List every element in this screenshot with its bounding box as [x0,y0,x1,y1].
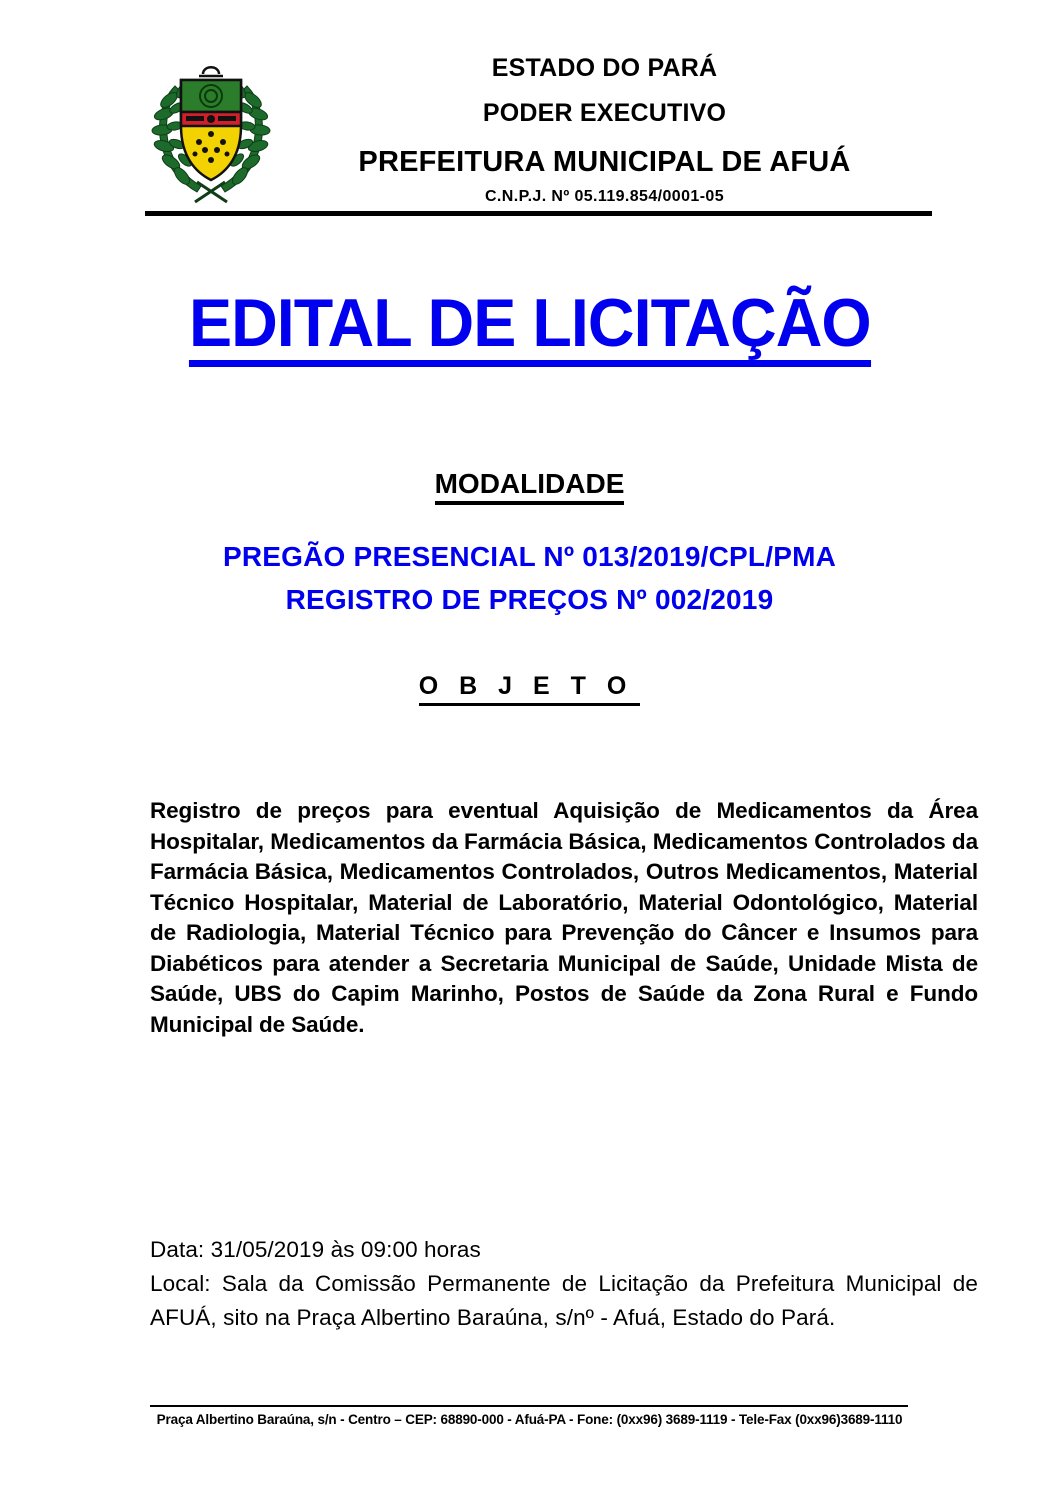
objeto-body-text: Registro de preços para eventual Aquisição de Medicamentos da Área Hospitalar, Medicamentos da Farmácia Básica, Medicamentos Controlados da Farmácia Básica, Medicamentos Controlados, Outros Medicamentos, Material Técnico Hospitalar, Material de Laboratório, Material Odontológico, Material de Radiologia, Material Técnico para Prevenção do Câncer e Insumos para Diabéticos para atender a Secretaria Municipal de Saúde, Unidade Mista de Saúde, UBS do Capim Marinho, Postos de Saúde da Zona Rural e Fundo Municipal de Saúde. [150,798,978,1037]
page-title-text: EDITAL DE LICITAÇÃO [189,288,871,367]
footer-divider [150,1405,908,1407]
header-divider [145,211,932,216]
page-title [0,285,1059,367]
header-line-prefeitura: PREFEITURA MUNICIPAL DE AFUÁ [358,146,851,178]
modalidade-heading-text: MODALIDADE [435,468,625,505]
document-header [145,50,932,208]
objeto-heading-text: O B J E T O [419,672,641,706]
session-date-line: Data: 31/05/2019 às 09:00 horas [150,1237,481,1262]
footer-address: Praça Albertino Baraúna, s/n - Centro – CEP: 68890-000 - Afuá-PA - Fone: (0xx96) 3689-1119 - Tele-Fax (0xx96)3689-1110 [156,1412,903,1427]
header-text-block [277,50,932,205]
modalidade-pregao-line: PREGÃO PRESENCIAL Nº 013/2019/CPL/PMA [222,541,837,572]
brasao-prefeitura-afua-icon [145,50,277,208]
header-line-estado: ESTADO DO PARÁ [491,54,718,82]
header-line-cnpj: C.N.P.J. Nº 05.119.854/0001-05 [484,188,725,205]
modalidade-heading [0,468,1059,505]
objeto-body [150,796,978,1040]
modalidade-details [0,535,1059,622]
header-line-poder: PODER EXECUTIVO [482,99,727,127]
objeto-heading [0,672,1059,706]
session-local-line: Local: Sala da Comissão Permanente de Licitação da Prefeitura Municipal de AFUÁ, sito na Praça Albertino Baraúna, s/nº - Afuá, Estado do Pará. [150,1271,978,1330]
modalidade-registro-line: REGISTRO DE PREÇOS Nº 002/2019 [285,584,774,616]
session-details [150,1233,978,1335]
